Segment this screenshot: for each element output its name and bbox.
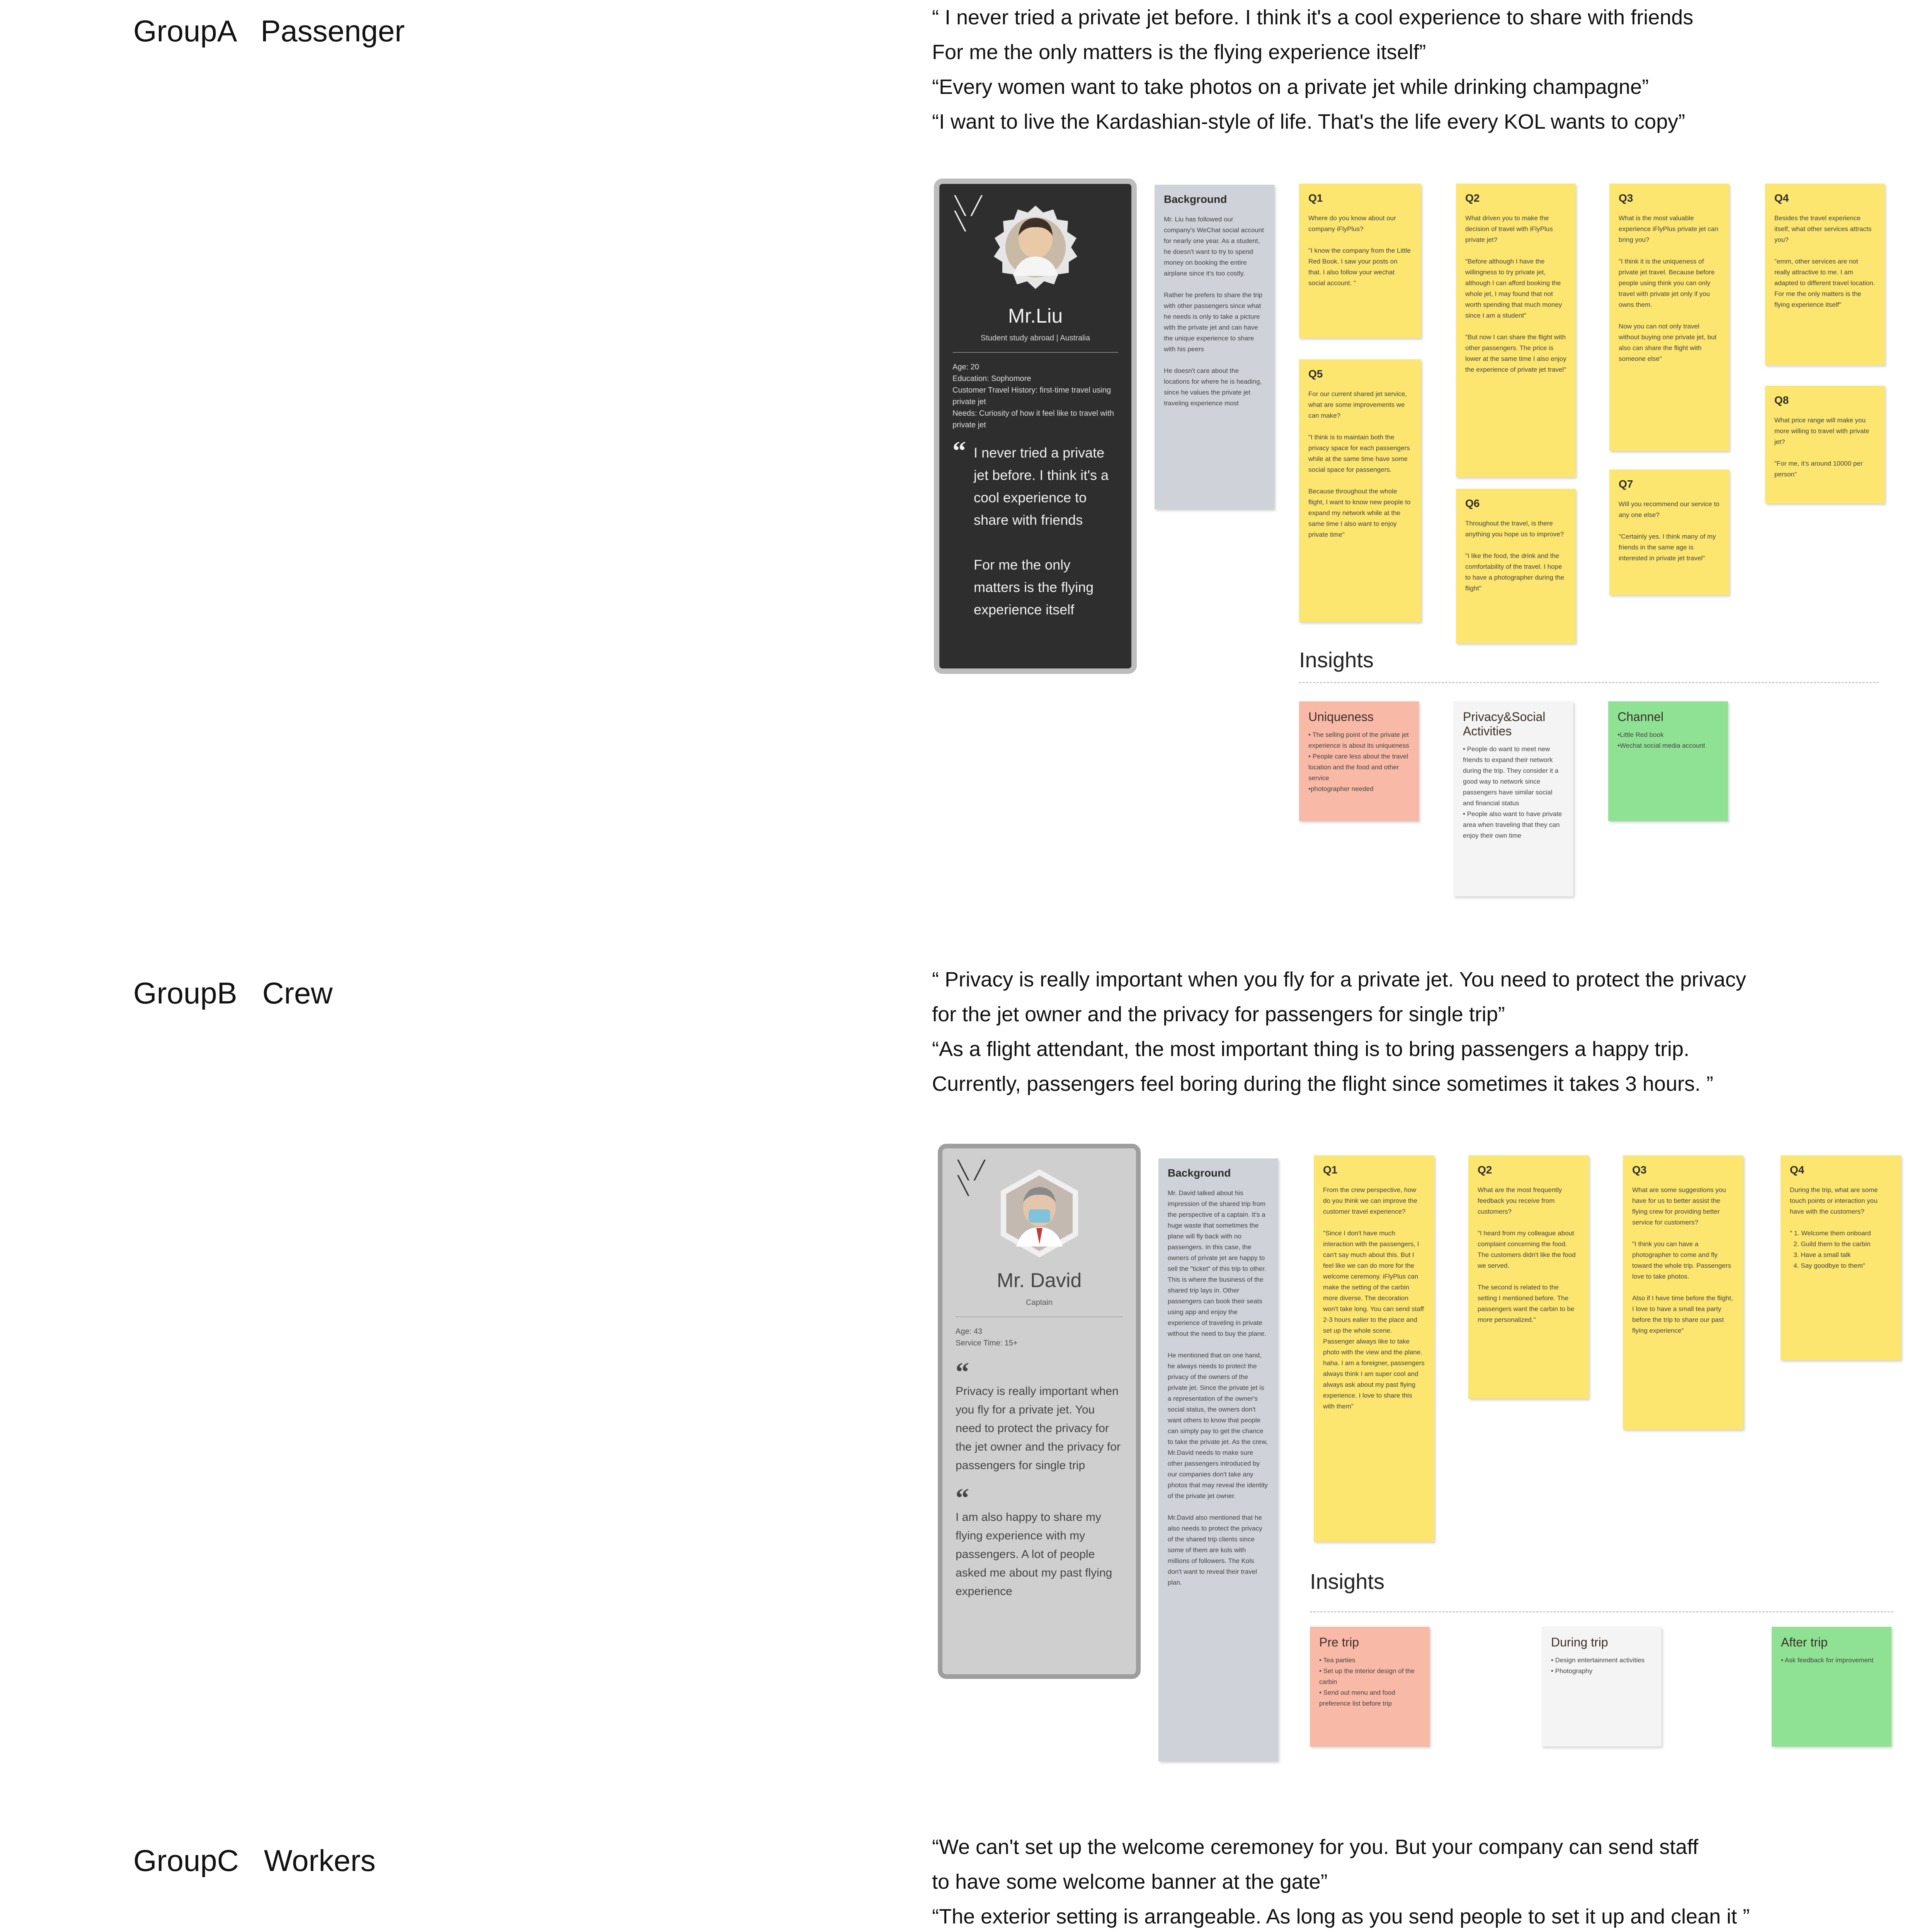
note-title: Background xyxy=(1164,193,1227,205)
persona-name: Mr. David xyxy=(997,1269,1082,1292)
quote-line: “As a flight attendant, the most important thing is to bring passengers a happy trip. xyxy=(932,1037,1690,1061)
hexagon-avatar-icon xyxy=(993,1167,1086,1260)
sticky-note-q7[interactable] xyxy=(1609,469,1729,595)
note-title: Q5 xyxy=(1308,368,1323,380)
fact: Service Time: 15+ xyxy=(956,1339,1018,1347)
sparkle-icon: ╲ ╱ ╲ xyxy=(955,195,982,231)
quote-line: for the jet owner and the privacy for passengers for single trip” xyxy=(932,1003,1505,1026)
note-body: During the trip, what are some touch points or interaction you have with the customers? " 1. Welcome them onboard 2. Guild them to the carbin 3. Have a small talk 4. Say goodbye to them" xyxy=(1790,1186,1878,1269)
background-note[interactable] xyxy=(1158,1158,1278,1761)
persona-card-david[interactable] xyxy=(938,1144,1141,1679)
note-title: Q2 xyxy=(1465,192,1480,204)
insight-body: • Design entertainment activities • Photography xyxy=(1551,1656,1645,1675)
persona-subtitle: Student study abroad | Australia xyxy=(980,334,1090,342)
insight-body: •Little Red book •Wechat social media account xyxy=(1617,731,1705,749)
quote-line: Currently, passengers feel boring during the flight since sometimes it takes 3 hours. ” xyxy=(932,1072,1713,1095)
sticky-note-q5[interactable] xyxy=(1299,359,1421,622)
persona-facts xyxy=(956,1326,1123,1349)
note-title: Q3 xyxy=(1619,192,1633,204)
insight-during-trip[interactable] xyxy=(1542,1627,1662,1747)
persona-facts xyxy=(952,361,1118,431)
background-note[interactable] xyxy=(1155,185,1274,509)
quote-line: “The exterior setting is arrangeable. As long as you send people to set it up and clean it ” xyxy=(932,1905,1750,1928)
note-body: For our current shared jet service, what are some improvements we can make? "I think is to maintain both the privacy space for each passengers while at the same time have some social space for passengers. Because throughout the whole flight, I want to know new people to expand my network while at the same time I also want to enjoy private time" xyxy=(1308,390,1411,538)
note-body: What are the most frequently feedback you receive from customers? "I heard from my colleague about complaint concerning the food. The customers didn't like the food we served. The second is related to the setting I mentioned before. The passengers want the carbin to be more personalized." xyxy=(1478,1186,1576,1323)
note-title: Q8 xyxy=(1774,394,1789,406)
insight-pre-trip[interactable] xyxy=(1310,1627,1430,1747)
note-body: What driven you to make the decision of travel with iFlyPlus private jet? "Before although I have the willingness to try private jet, although I can afford booking the whole jet, I may found that not worth spending that much money since I am a student" "But now I can share the flight with other passengers. The price is lower at the same time I also enjoy the experience of private jet travel" xyxy=(1465,214,1566,373)
avatar xyxy=(989,202,1082,295)
avatar xyxy=(993,1167,1086,1260)
sticky-note-q8[interactable] xyxy=(1765,386,1885,503)
insight-body: • The selling point of the private jet experience is about its uniqueness • People care less about the travel location and the food and other service •photographer needed xyxy=(1308,731,1409,793)
note-body: Besides the travel experience itself, what other services attracts you? "emm, other services are not really attractive to me. I am adapted to different travel location. For me the only matters is the flying experience itself" xyxy=(1774,214,1875,308)
group-c-title: GroupC Workers xyxy=(133,1844,376,1878)
persona-quote: I am also happy to share my flying experience with my passengers. A lot of people asked me about my past flying experience xyxy=(956,1511,1116,1598)
insight-title: During trip xyxy=(1551,1635,1608,1649)
insights-label: Insights xyxy=(1299,648,1374,672)
quote-line: to have some welcome banner at the gate” xyxy=(932,1870,1328,1893)
insight-uniqueness[interactable] xyxy=(1299,701,1419,821)
insight-privacy-social[interactable] xyxy=(1454,701,1573,896)
note-title: Q4 xyxy=(1774,192,1789,204)
sticky-note-q2[interactable] xyxy=(1456,184,1576,477)
sticky-note-q6[interactable] xyxy=(1456,489,1576,643)
sparkle-icon: ╲ ╱ ╲ xyxy=(958,1160,985,1196)
note-body: What are some suggestions you have for us to better assist the flying crew for providing better service for customers? "I think you can have a photographer to come and fly toward the whole trip. Passengers love to take photos. Also if I have time before the flight, I love to have a small tea party before the trip to share our past flying experience" xyxy=(1632,1186,1733,1334)
note-body: Where do you know about our company iFlyPlus? "I know the company from the Little Red Book. I saw your posts on that. I also follow your wechat social account. " xyxy=(1308,214,1411,287)
quote-line: For me the only matters is the flying experience itself” xyxy=(932,41,1426,64)
insights-label: Insights xyxy=(1310,1569,1384,1594)
note-title: Q6 xyxy=(1465,497,1480,509)
divider xyxy=(952,352,1118,353)
insight-title: Pre trip xyxy=(1319,1635,1359,1649)
fact: Customer Travel History: first-time travel using private jet xyxy=(952,386,1113,406)
sticky-note-q3[interactable] xyxy=(1623,1155,1743,1430)
persona-name: Mr.Liu xyxy=(1008,305,1063,327)
quote-mark-icon: “ xyxy=(956,1357,969,1387)
note-body: Will you recommend our service to any one else? "Certainly yes. I think many of my friends in the same age is interested in private jet travel" xyxy=(1619,500,1719,562)
persona-subtitle: Captain xyxy=(1026,1298,1053,1307)
note-title: Q3 xyxy=(1632,1164,1647,1176)
fact: Age: 43 xyxy=(956,1327,982,1336)
divider xyxy=(956,1316,1123,1317)
insight-body: • People do want to meet new friends to expand their network during the trip. They consider it a good way to network since passengers have similar social and financial status • People also want to have private area when traveling that they can enjoy their own time xyxy=(1463,745,1562,839)
note-title: Q4 xyxy=(1790,1164,1804,1176)
quote-line: “I want to live the Kardashian-style of life. That's the life every KOL wants to copy” xyxy=(932,110,1685,133)
insight-after-trip[interactable] xyxy=(1772,1627,1891,1747)
persona-card-liu[interactable] xyxy=(934,179,1137,674)
fact: Needs: Curiosity of how it feel like to travel with private jet xyxy=(952,409,1116,429)
sticky-note-q4[interactable] xyxy=(1781,1155,1901,1360)
sticky-note-q1[interactable] xyxy=(1299,184,1421,338)
group-b-title: GroupB Crew xyxy=(133,976,333,1010)
dashed-divider xyxy=(1299,682,1879,683)
note-title: Background xyxy=(1168,1167,1231,1179)
quote-mark-icon: “ xyxy=(952,436,966,466)
insight-title: Uniqueness xyxy=(1308,710,1374,724)
persona-quote: I never tried a private jet before. I think it's a cool experience to share with friends For me the only matters is the flying experience itself xyxy=(974,445,1109,617)
scalloped-avatar-icon xyxy=(989,202,1082,295)
note-title: Q1 xyxy=(1323,1164,1338,1176)
group-a-quotes xyxy=(932,0,1859,139)
note-body: Throughout the travel, is there anything you hope us to improve? "I like the food, the drink and the comfortability of the travel. I hope to have a photographer during the flight" xyxy=(1465,520,1565,592)
note-body: Mr. David talked about his impression of the shared trip from the perspective of a captain. It's a huge waste that sometimes the plane will fly back with no passengers. In this case, the owners of private jet are happy to sell the "ticket" of this trip to other. This is where the business of the shared trip lays in. Other passengers can book their seats using app and enjoy the experience of traveling in private without the need to buy the plane. He mentioned that on one hand, he always needs to protect the privacy of the owners of the private jet. Since the private jet is a representation of the owner's social status, the owners don't want others to know that people can simply pay to get the chance to take the private jet. As the crew, Mr.David needs to make sure other passengers introduced by our companies don't take any photos that may reveal the identity of the private jet owner. Mr.David also mentioned that he also needs to protect the privacy of the shared trip clients since some of them are kols with millions of followers. The Kols don't want to reveal their travel plan. xyxy=(1168,1189,1268,1586)
sticky-note-q1[interactable] xyxy=(1314,1155,1434,1542)
insight-title: After trip xyxy=(1781,1635,1828,1649)
note-body: From the crew perspective, how do you think we can improve the customer travel experience? "Since I don't have much interaction with the passengers, I can't say much about this. But I feel like we can do more for the welcome ceremony. iFlyPlus can make the setting of the carbin more diverse. The decoration won't take long. You can send staff 2-3 hours ealier to the place and set up the whole scene. Passenger always like to take photo with the view and the plane. haha. I am a foreigner, passengers always think I am super cool and always ask about my past flying experience. I love to share this with them" xyxy=(1323,1186,1425,1410)
sticky-note-q4[interactable] xyxy=(1765,184,1885,365)
note-body: What is the most valuable experience iFlyPlus private jet can bring you? "I think it is the uniqueness of private jet travel. Because before people using think you can only travel with private jet only if you owns them. Now you can not only travel without buying one private jet, but also can share the flight with someone else" xyxy=(1619,214,1718,362)
note-title: Q2 xyxy=(1478,1164,1492,1176)
quote-line: “We can't set up the welcome ceremoney for you. But your company can send staff xyxy=(932,1835,1699,1859)
quote-line: “ I never tried a private jet before. I think it's a cool experience to share with friends xyxy=(932,6,1694,29)
quote-line: “Every women want to take photos on a private jet while drinking champagne” xyxy=(932,75,1649,99)
group-c-quotes xyxy=(932,1830,1859,1932)
note-body: Mr. Liu has followed our company's WeChat social account for nearly one year. As a student, he doesn't want to try to spend money on booking the entire airplane since it's too costly. Rather he prefers to share the trip with other passengers since what he needs is only to take a picture with the private jet and can have the unique experience to share with his peers He doesn't care about the locations for where he is heading, since he values the private jet traveling experience most xyxy=(1164,216,1264,407)
insight-body: • Tea parties • Set up the interior design of the carbin • Send out menu and food preference list before trip xyxy=(1319,1656,1415,1707)
group-b-quotes xyxy=(932,962,1859,1101)
insight-title: Privacy&Social Activities xyxy=(1463,710,1546,738)
insight-channel[interactable] xyxy=(1608,701,1728,821)
insight-body: • Ask feedback for improvement xyxy=(1781,1656,1874,1664)
sticky-note-q3[interactable] xyxy=(1609,184,1729,451)
note-body: What price range will make you more willing to travel with private jet? "For me, it's around 10000 per person" xyxy=(1774,417,1869,478)
fact: Age: 20 xyxy=(952,363,979,371)
sticky-note-q2[interactable] xyxy=(1468,1155,1589,1399)
quote-line: “ Privacy is really important when you fly for a private jet. You need to protect the privacy xyxy=(932,968,1747,991)
group-a-title: GroupA Passenger xyxy=(133,14,405,48)
quote-mark-icon: “ xyxy=(956,1483,969,1513)
insight-title: Channel xyxy=(1617,710,1664,724)
persona-quote: Privacy is really important when you fly for a private jet. You need to protect the privacy for the jet owner and the privacy for passengers for single trip xyxy=(956,1385,1124,1472)
note-title: Q7 xyxy=(1619,478,1633,490)
fact: Education: Sophomore xyxy=(952,374,1031,383)
note-title: Q1 xyxy=(1308,192,1323,204)
dashed-divider xyxy=(1310,1611,1893,1612)
